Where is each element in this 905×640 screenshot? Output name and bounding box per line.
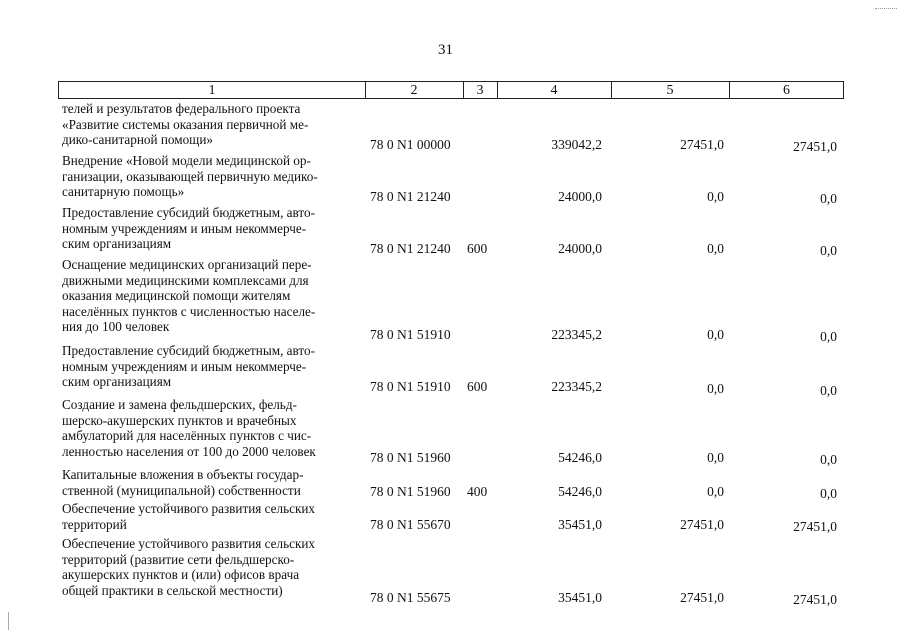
corner-mark — [875, 8, 897, 9]
row-description: Обеспечение устойчивого развития сельских территорий — [62, 501, 316, 532]
header-col-5: 5 — [666, 83, 674, 98]
row-value-5: 27451,0 — [680, 137, 724, 152]
row-description: Обеспечение устойчивого развития сельских территорий (развитие сети фельдшерско- акушерских пунктов и (или) офисов врача общей практики в сельской местности) — [62, 536, 316, 598]
row-value-6: 27451,0 — [793, 519, 837, 534]
row-code: 78 0 N1 55675 — [370, 590, 451, 605]
row-description: телей и результатов федерального проекта «Развитие системы оказания первичной ме- дико-санитарной помощи» — [62, 101, 309, 147]
row-code: 78 0 N1 00000 — [370, 137, 451, 152]
header-col-3: 3 — [476, 83, 484, 98]
header-col-4: 4 — [550, 83, 558, 98]
row-value-6: 27451,0 — [793, 592, 837, 607]
row-value-6: 27451,0 — [793, 139, 837, 154]
row-value-5: 0,0 — [707, 327, 724, 342]
row-description: Оснащение медицинских организаций пере- движными медицинскими комплексами для оказания медицинской помощи жителям населённых пунктов с численностью населе- ния до 100 человек — [62, 257, 316, 334]
row-value-5: 0,0 — [707, 484, 724, 499]
table-header — [58, 81, 844, 99]
row-value-4: 35451,0 — [558, 517, 602, 532]
row-type: 600 — [467, 379, 488, 394]
row-value-5: 0,0 — [707, 450, 724, 465]
header-col-1: 1 — [208, 83, 216, 98]
row-value-4: 223345,2 — [551, 379, 602, 394]
header-col-6: 6 — [783, 83, 790, 98]
row-description: Создание и замена фельдшерских, фельд- шерско-акушерских пунктов и врачебных амбулаторий для населённых пунктов с чис- ленностью населения от 100 до 2000 человек — [62, 397, 316, 459]
row-value-5: 27451,0 — [680, 517, 724, 532]
row-description: Предоставление субсидий бюджетным, авто- номным учреждениям и иным некоммерче- ским организациям — [62, 343, 315, 389]
row-description: Внедрение «Новой модели медицинской ор- ганизации, оказывающей первичную медико- санитарную помощь» — [62, 153, 318, 199]
row-code: 78 0 N1 21240 — [370, 241, 451, 256]
row-value-4: 223345,2 — [551, 327, 602, 342]
row-code: 78 0 N1 51960 — [370, 484, 451, 499]
row-value-6: 0,0 — [820, 191, 837, 206]
row-value-4: 35451,0 — [558, 590, 602, 605]
row-description: Капитальные вложения в объекты государ- ственной (муниципальной) собственности — [62, 467, 304, 498]
row-description: Предоставление субсидий бюджетным, авто- номным учреждениям и иным некоммерче- ским организациям — [62, 205, 315, 251]
row-type: 600 — [467, 241, 488, 256]
row-code: 78 0 N1 51960 — [370, 450, 451, 465]
row-value-4: 24000,0 — [558, 241, 602, 256]
row-value-6: 0,0 — [820, 243, 837, 258]
row-value-6: 0,0 — [820, 452, 837, 467]
page-number: 31 — [438, 42, 453, 58]
row-code: 78 0 N1 21240 — [370, 189, 451, 204]
row-code: 78 0 N1 55670 — [370, 517, 451, 532]
row-value-4: 54246,0 — [558, 484, 602, 499]
row-value-4: 339042,2 — [551, 137, 602, 152]
row-code: 78 0 N1 51910 — [370, 327, 451, 342]
row-value-4: 54246,0 — [558, 450, 602, 465]
row-type: 400 — [467, 484, 488, 499]
row-value-5: 27451,0 — [680, 590, 724, 605]
row-value-6: 0,0 — [820, 383, 837, 398]
row-value-6: 0,0 — [820, 329, 837, 344]
row-value-5: 0,0 — [707, 189, 724, 204]
row-code: 78 0 N1 51910 — [370, 379, 451, 394]
row-value-4: 24000,0 — [558, 189, 602, 204]
header-col-2: 2 — [410, 83, 418, 98]
row-value-5: 0,0 — [707, 381, 724, 396]
edge-mark — [8, 612, 9, 630]
row-value-5: 0,0 — [707, 241, 724, 256]
row-value-6: 0,0 — [820, 486, 837, 501]
